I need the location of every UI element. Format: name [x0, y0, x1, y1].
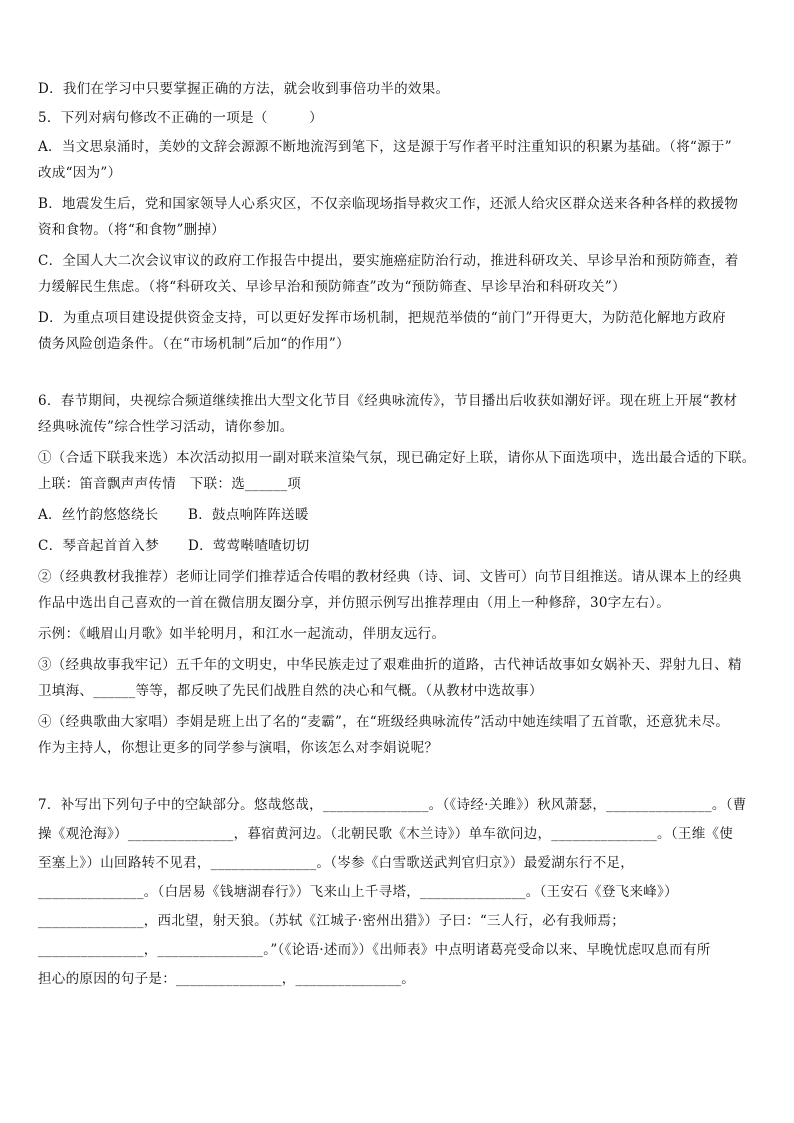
q6-part4-line1: ④（经典歌曲大家唱）李娟是班上出了名的“麦霸”，在“班级经典咏流传”活动中她连续唱了五首歌，还意犹未尽。 — [38, 714, 730, 730]
q6-part2-line2: 作品中选出自己喜欢的一首在微信朋友圈分享，并仿照示例写出推荐理由（用上一种修辞，30字左右）。 — [38, 595, 671, 611]
q7-line1: 7．补写出下列句子中的空缺部分。悠哉悠哉，_______________。（《诗经·关雎》）秋风萧瑟，_______________。（曹 — [38, 797, 747, 813]
q5-option-b-line1: B．地震发生后，党和国家领导人心系灾区，不仅亲临现场指导救灾工作，还派人给灾区群众送来各种各样的救援物 — [38, 196, 739, 212]
q7-line4: _______________。（白居易《钱塘湖春行》）飞来山上千寻塔，_______________。（王安石《登飞来峰》） — [38, 884, 678, 900]
q6-options-row1 — [38, 506, 758, 525]
q5-option-c-line2: 力缓解民生焦虑。（将“科研攻关、早诊早治和预防筛查”改为“预防筛查、早诊早治和科研攻关”） — [38, 279, 626, 295]
document-page — [38, 80, 758, 989]
q6-option-c: C．琴音起首首入梦 — [38, 538, 160, 554]
q5-option-b-line2: 资和食物。（将“和食物”删掉） — [38, 222, 226, 238]
q5-stem: 5．下列对病句修改不正确的一项是（ ） — [38, 110, 323, 126]
q7-line6: _______________，_______________。”（《论语·述而》）《出师表》中点明诸葛亮受命以来、早晚忧虑叹息而有所 — [38, 942, 711, 958]
q7-line3: 至塞上》）山回路转不见君，_______________。（岑参《白雪歌送武判官归京》）最爱湖东行不足， — [38, 855, 635, 871]
q6-part4-line2: 作为主持人，你想让更多的同学参与演唱，你该怎么对李娟说呢？ — [38, 740, 439, 756]
q6-option-a: A．丝竹韵悠悠绕长 — [38, 507, 159, 523]
spacer — [38, 772, 758, 786]
q5-option-c-line1: C．全国人大二次会议审议的政府工作报告中提出，要实施癌症防治行动，推进科研攻关、早诊早治和预防筛查，着 — [38, 253, 739, 269]
q6-part2-example: 示例：《峨眉山月歌》如半轮明月，和江水一起流动，伴朋友远行。 — [38, 626, 446, 642]
q6-option-d: D．莺莺啭喳喳切切 — [188, 538, 310, 554]
q7-line7: 担心的原因的句子是：_______________，_______________。 — [38, 971, 416, 987]
q6-part1-line2: 上联：笛音飘声声传情 下联：选______项 — [38, 476, 302, 492]
q6-options-row2 — [38, 537, 758, 556]
q6-part3-line2: 卫填海、______等等，都反映了先民们战胜自然的决心和气概。（从教材中选故事） — [38, 683, 543, 699]
spacer — [38, 758, 758, 772]
q4-option-d: D．我们在学习中只要掌握正确的方法，就会收到事倍功半的效果。 — [38, 81, 450, 97]
q7-line2: 操《观沧海》）_______________，暮宿黄河边。（北朝民歌《木兰诗》）单车欲问边，_______________。（王维《使 — [38, 826, 734, 842]
q6-part2-line1: ②（经典教材我推荐）老师让同学们推荐适合传唱的教材经典（诗、词、文皆可）向节目组推送。请从课本上的经典 — [38, 569, 742, 585]
q5-option-a-line1: A．当文思泉涌时，美妙的文辞会源源不断地流泻到笔下，这是源于写作者平时注重知识的积累为基础。（将“源于” — [38, 139, 732, 155]
q6-stem-line1: 6．春节期间，央视综合频道继续推出大型文化节目《经典咏流传》，节目播出后收获如潮好评。现在班上开展“教材 — [38, 393, 738, 409]
q6-part1-line1: ①（合适下联我来选）本次活动拟用一副对联来渲染气氛，现已确定好上联，请你从下面选项中，选出最合适的下联。 — [38, 450, 756, 466]
q7-line5: _______________，西北望，射天狼。（苏轼《江城子·密州出猎》）子曰：“三人行，必有我师焉； — [38, 913, 626, 929]
q5-option-d-line1: D．为重点项目建设提供资金支持，可以更好发挥市场机制，把规范举债的“前门”开得更大，为防范化解地方政府 — [38, 310, 726, 326]
q5-option-a-line2: 改成“因为”） — [38, 165, 122, 181]
q5-option-d-line2: 债务风险创造条件。（在“市场机制”后加“的作用”） — [38, 336, 350, 352]
spacer — [38, 354, 758, 368]
q6-stem-line2: 经典咏流传”综合性学习活动，请你参加。 — [38, 419, 294, 435]
q6-part3-line1: ③（经典故事我牢记）五千年的文明史，中华民族走过了艰难曲折的道路，古代神话故事如女娲补天、羿射九日、精 — [38, 657, 742, 673]
spacer — [38, 368, 758, 382]
q6-option-b: B．鼓点响阵阵送暖 — [188, 507, 309, 523]
